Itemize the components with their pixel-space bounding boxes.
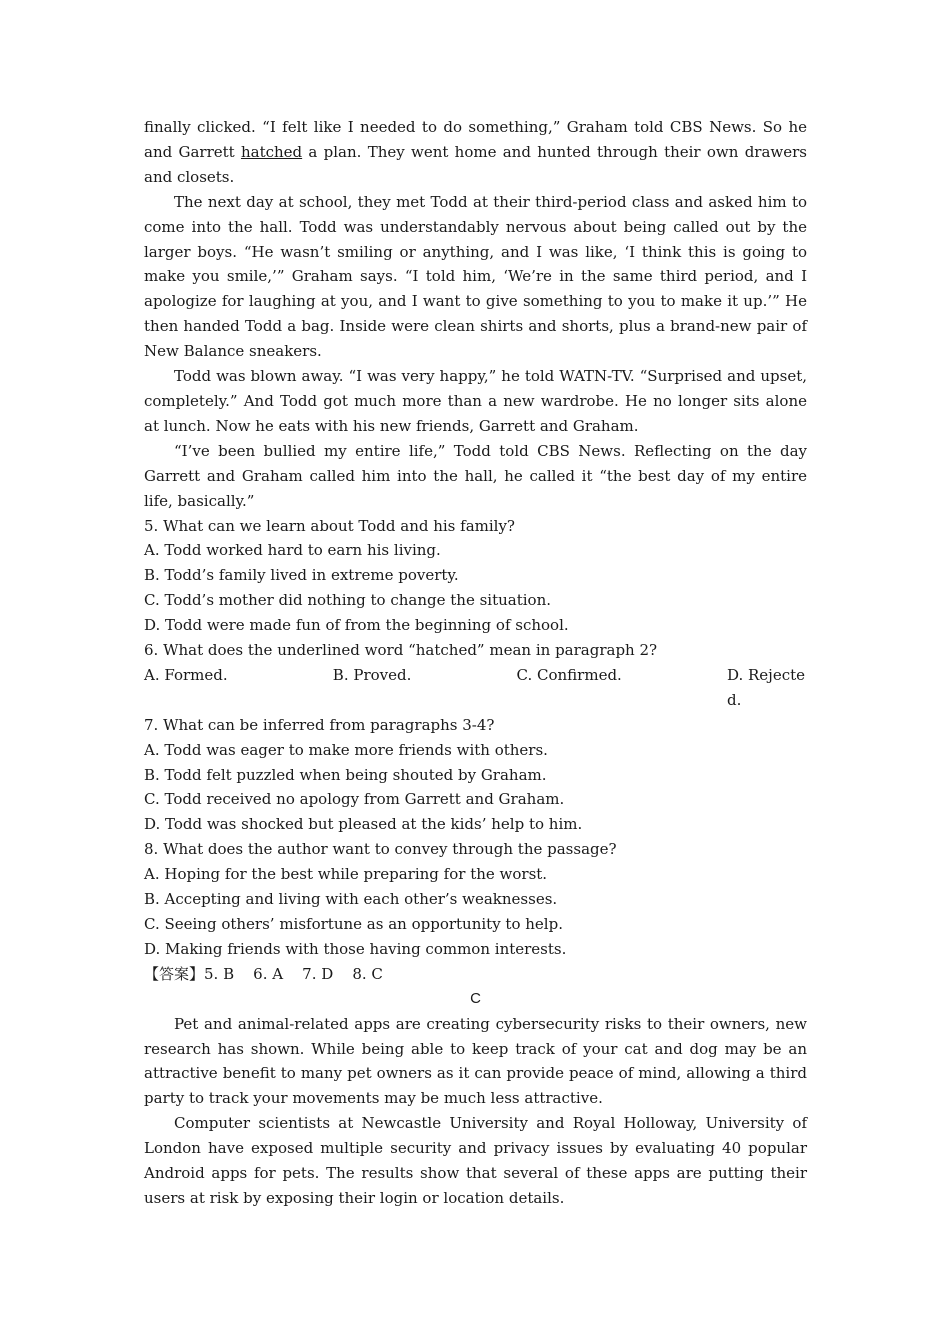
paragraph-2: The next day at school, they met Todd at their third-period class and asked him to come into the hall. Todd was understandably nervous about being called out by the larger boys. “He wasn’t smiling or anything, and I was like, ‘I think this is going to make you smile,’” Graham says. “I told him, ‘We’re in the same third period, and I apologize for laughing at you, and I want to give something to you to make it up.’” He then handed Todd a bag. Inside were clean shirts and shorts, plus a brand-new pair of New Balance sneakers. (144, 192, 807, 361)
options-row (144, 663, 807, 713)
passage-b (144, 115, 807, 514)
question-7 (144, 713, 807, 838)
option: C. Seeing others’ misfortune as an opportunity to help. (144, 915, 563, 933)
question-stem: 7. What can be inferred from paragraphs 3-4? (144, 715, 495, 734)
option: D. Todd were made fun of from the beginning of school. (144, 616, 569, 635)
option: C. Confirmed. (516, 665, 622, 684)
option: D. Todd was shocked but pleased at the kids’ help to him. (144, 815, 583, 834)
paragraph-1-text-a: finally clicked. “I felt like I needed to do something,” Graham told CBS News. So he and Garrett (144, 118, 807, 161)
paragraph-3: Todd was blown away. “I was very happy,” he told WATN-TV. “Surprised and upset, completely.” And Todd got much more than a new wardrobe. He no longer sits alone at lunch. Now he eats with his new friends, Garrett and Graham. (144, 367, 807, 435)
answer-key: 【答案】5. B 6. A 7. D 8. C (144, 964, 383, 983)
question-stem: 8. What does the author want to convey through the passage? (144, 840, 617, 859)
option: A. Todd worked hard to earn his living. (144, 541, 441, 560)
paragraph-4: “I’ve been bullied my entire life,” Todd told CBS News. Reflecting on the day Garrett and Graham called him into the hall, he called it “the best day of my entire life, basically.” (144, 441, 807, 510)
question-5 (144, 514, 807, 639)
question-6 (144, 638, 807, 713)
document-page (144, 115, 807, 1211)
section-title: C (470, 989, 481, 1007)
option: A. Formed. (144, 665, 228, 684)
question-stem: 5. What can we learn about Todd and his family? (144, 516, 515, 535)
option: B. Todd felt puzzled when being shouted by Graham. (144, 765, 547, 784)
question-stem: 6. What does the underlined word “hatched” mean in paragraph 2? (144, 641, 658, 660)
question-8 (144, 837, 807, 962)
option: C. Todd received no apology from Garrett and Graham. (144, 790, 565, 809)
passage-c-paragraph-1: Pet and animal-related apps are creating cybersecurity risks to their owners, new research has shown. While being able to keep track of your cat and dog may be an attractive benefit to many pet owners as it can provide peace of mind, allowing a third party to track your movements may be much less attractive. (144, 1014, 807, 1108)
option (727, 663, 807, 713)
option: A. Hoping for the best while preparing for the worst. (144, 865, 548, 884)
option-d-text: D. Rejected. (726, 665, 806, 709)
paragraph-1 (144, 115, 807, 190)
passage-c-paragraph-2: Computer scientists at Newcastle University and Royal Holloway, University of London have exposed multiple security and privacy issues by evaluating 40 popular Android apps for pets. The results show that several of these apps are putting their users at risk by exposing their login or location details. (144, 1114, 807, 1207)
option: B. Accepting and living with each other’s weaknesses. (144, 890, 558, 909)
paragraph-1-text-b: a plan. They went home and hunted through their own drawers and closets. (144, 142, 807, 186)
option: C. Todd’s mother did nothing to change the situation. (144, 591, 552, 610)
option: D. Making friends with those having common interests. (144, 939, 567, 958)
underlined-word-hatched: hatched (240, 142, 303, 161)
option: A. Todd was eager to make more friends with others. (144, 740, 548, 759)
option: B. Proved. (332, 665, 412, 684)
option: B. Todd’s family lived in extreme poverty. (144, 566, 459, 585)
